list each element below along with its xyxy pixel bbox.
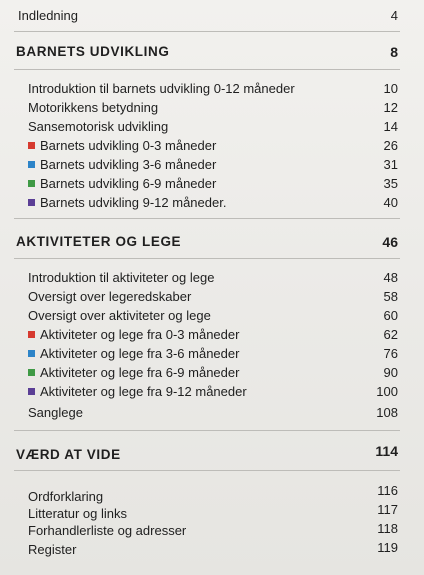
toc-entry-page: 76 xyxy=(383,346,398,361)
toc-entry xyxy=(0,403,424,423)
toc-entry-page: 4 xyxy=(390,8,398,23)
toc-entry-page: 108 xyxy=(376,405,398,420)
toc-entry-page: 14 xyxy=(383,119,398,134)
toc-entry-page: 48 xyxy=(383,270,398,285)
toc-entry xyxy=(0,363,424,383)
purple-square-bullet-icon xyxy=(28,388,35,395)
red-square-bullet-icon xyxy=(28,142,35,149)
toc-entry xyxy=(0,382,424,402)
toc-entry-label xyxy=(28,344,239,364)
toc-entry-page: 62 xyxy=(383,327,398,342)
green-square-bullet-icon xyxy=(28,180,35,187)
toc-entry-title: Forhandlerliste og adresser xyxy=(28,523,187,538)
divider xyxy=(14,218,400,219)
green-square-bullet-icon xyxy=(28,369,35,376)
toc-entry xyxy=(0,306,424,326)
toc-entry-page: 90 xyxy=(383,365,398,380)
toc-entry xyxy=(0,481,424,504)
toc-section-heading xyxy=(0,42,424,62)
toc-entry xyxy=(0,136,424,156)
toc-entry-page: 26 xyxy=(383,138,398,153)
toc-entry-title: Aktiviteter og lege fra 9-12 måneder xyxy=(40,384,247,399)
section-page: 8 xyxy=(390,44,398,60)
section-page: 114 xyxy=(375,443,398,459)
blue-square-bullet-icon xyxy=(28,350,35,357)
toc-section-heading xyxy=(0,232,424,252)
divider xyxy=(14,31,400,32)
section-page: 46 xyxy=(382,234,398,250)
toc-entry-label xyxy=(28,155,216,175)
toc-entry-label xyxy=(28,174,216,194)
toc-entry-title: Indledning xyxy=(18,8,78,23)
toc-entry-title: Introduktion til barnets udvikling 0-12 måneder xyxy=(28,81,295,96)
divider xyxy=(14,69,400,70)
toc-entry xyxy=(0,519,424,539)
section-title: BARNETS UDVIKLING xyxy=(16,44,170,59)
toc-entry-page: 100 xyxy=(376,384,398,399)
toc-entry xyxy=(0,325,424,345)
toc-entry-title: Barnets udvikling 3-6 måneder xyxy=(40,157,217,172)
toc-entry-title: Barnets udvikling 0-3 måneder xyxy=(40,138,217,153)
toc-entry xyxy=(0,287,424,307)
toc-entry-page: 116 xyxy=(377,483,398,498)
toc-entry-page: 58 xyxy=(383,289,398,304)
toc-entry-title: Aktiviteter og lege fra 0-3 måneder xyxy=(40,327,240,342)
toc-entry-title: Introduktion til aktiviteter og lege xyxy=(28,270,215,285)
divider xyxy=(14,258,400,259)
toc-entry-title: Aktiviteter og lege fra 6-9 måneder xyxy=(40,365,240,380)
divider xyxy=(14,430,400,431)
toc-entry xyxy=(0,538,424,558)
toc-entry xyxy=(0,155,424,175)
section-title: AKTIVITETER OG LEGE xyxy=(16,234,182,249)
toc-entry-page: 12 xyxy=(383,100,398,115)
toc-entry-title: Oversigt over aktiviteter og lege xyxy=(28,308,211,323)
blue-square-bullet-icon xyxy=(28,161,35,168)
toc-entry-page: 118 xyxy=(377,521,398,536)
toc-entry-label xyxy=(28,136,216,156)
toc-entry-page: 117 xyxy=(377,502,398,517)
toc-entry-intro xyxy=(0,6,424,26)
toc-section-heading xyxy=(0,445,424,465)
toc-entry-title: Sanglege xyxy=(28,405,83,420)
toc-entry-title: Oversigt over legeredskaber xyxy=(28,289,192,304)
toc-entry-page: 60 xyxy=(383,308,398,323)
toc-entry-title: Ordforklaring xyxy=(28,489,104,504)
toc-entry-label xyxy=(28,325,239,345)
toc-entry-page: 31 xyxy=(383,157,398,172)
toc-entry-title: Sansemotorisk udvikling xyxy=(28,119,169,134)
toc-entry-page: 10 xyxy=(383,81,398,96)
toc-entry-title: Barnets udvikling 9-12 måneder. xyxy=(40,195,227,210)
toc-entry xyxy=(0,174,424,194)
purple-square-bullet-icon xyxy=(28,199,35,206)
toc-entry xyxy=(0,344,424,364)
toc-entry-label xyxy=(28,363,239,383)
toc-entry xyxy=(0,79,424,99)
divider xyxy=(14,470,400,471)
red-square-bullet-icon xyxy=(28,331,35,338)
toc-entry xyxy=(0,98,424,118)
toc-entry-label xyxy=(28,382,247,402)
toc-entry xyxy=(0,117,424,137)
toc-entry-title: Register xyxy=(28,542,77,557)
toc-entry-title: Motorikkens betydning xyxy=(28,100,159,115)
toc-entry-page: 119 xyxy=(377,540,398,555)
toc-entry-label xyxy=(28,193,226,213)
toc-entry xyxy=(0,268,424,288)
toc-entry xyxy=(0,193,424,213)
toc-entry-title: Aktiviteter og lege fra 3-6 måneder xyxy=(40,346,240,361)
section-title: VÆRD AT VIDE xyxy=(16,447,121,462)
toc-entry-title: Barnets udvikling 6-9 måneder xyxy=(40,176,217,191)
toc-entry xyxy=(0,500,424,520)
toc-entry-title: Litteratur og links xyxy=(28,506,127,521)
toc-entry-page: 40 xyxy=(383,195,398,210)
toc-entry-page: 35 xyxy=(383,176,398,191)
